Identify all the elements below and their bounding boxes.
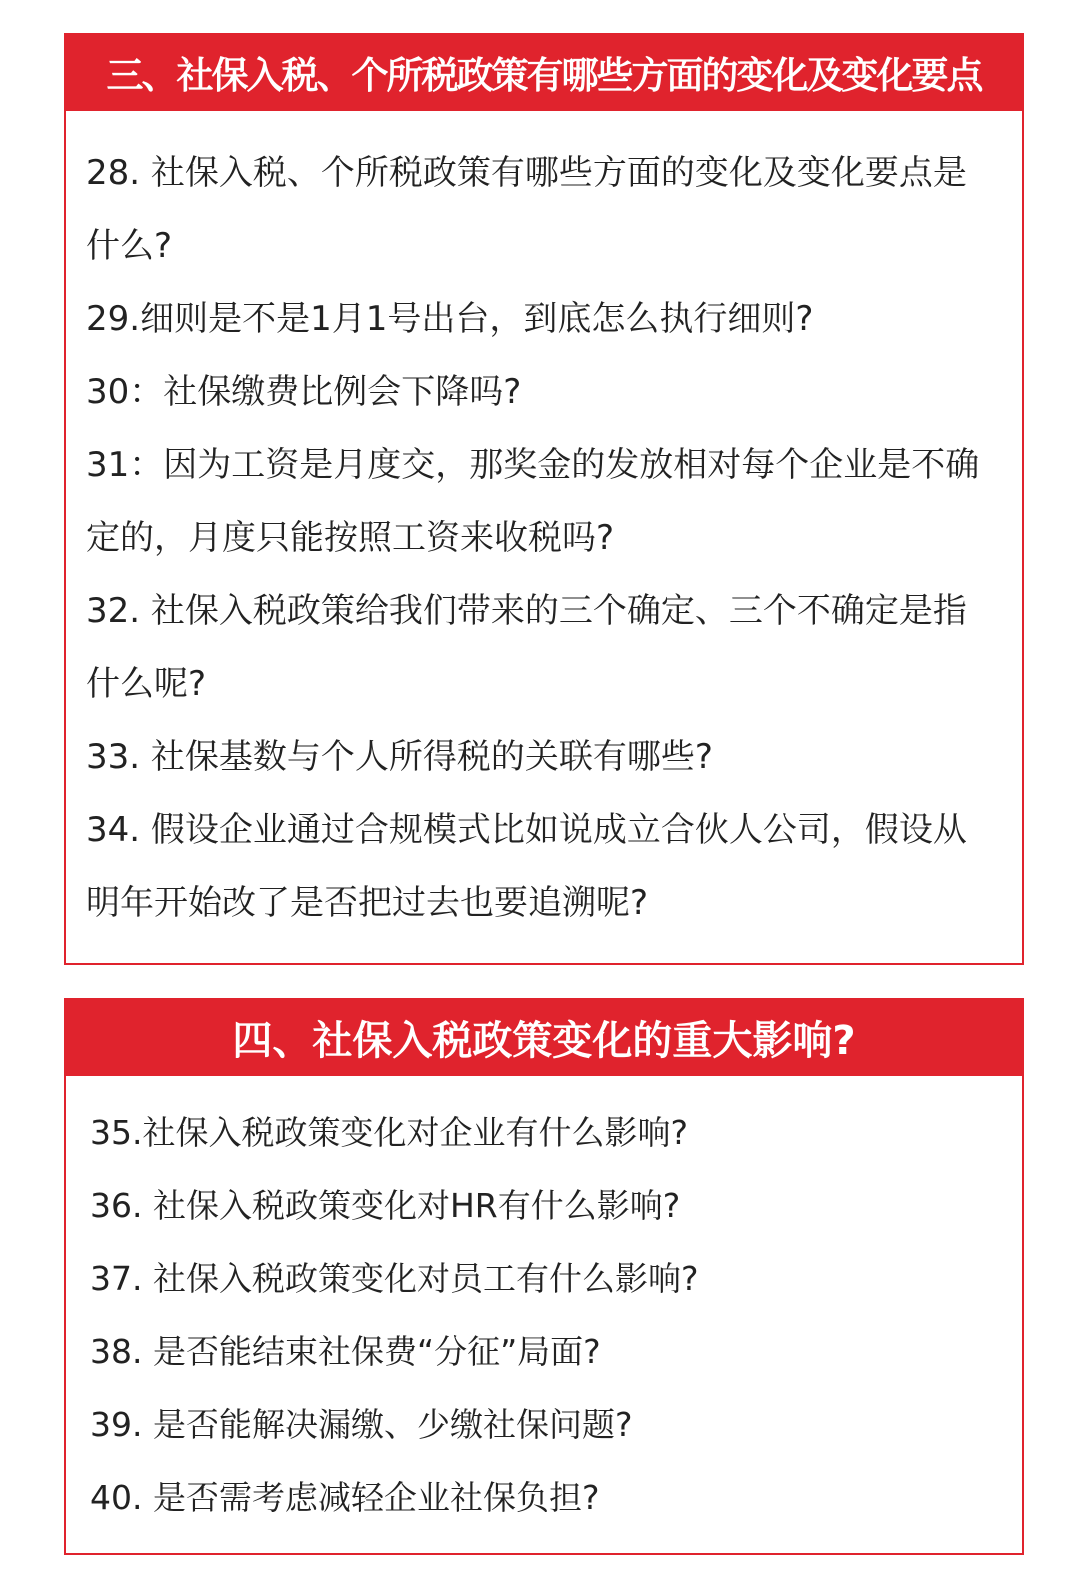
question-31: 31：因为工资是月度交，那奖金的发放相对每个企业是不确定的，月度只能按照工资来收税吗? xyxy=(86,445,980,558)
question-35: 35.社保入税政策变化对企业有什么影响? xyxy=(90,1113,688,1152)
question-37: 37. 社保入税政策变化对员工有什么影响? xyxy=(90,1259,699,1298)
section-3-question-list xyxy=(66,111,1022,940)
question-30: 30：社保缴费比例会下降吗? xyxy=(86,372,522,412)
question-34: 34. 假设企业通过合规模式比如说成立合伙人公司，假设从明年开始改了是否把过去也要追溯呢? xyxy=(86,810,967,923)
question-38: 38. 是否能结束社保费“分征”局面? xyxy=(90,1332,601,1371)
question-33: 33. 社保基数与个人所得税的关联有哪些? xyxy=(86,737,713,777)
question-28: 28. 社保入税、个所税政策有哪些方面的变化及变化要点是什么? xyxy=(86,153,967,266)
section-3-title: 三、社保入税、个所税政策有哪些方面的变化及变化要点 xyxy=(64,33,1024,111)
section-4-question-list xyxy=(66,1076,1022,1534)
question-29: 29.细则是不是1月1号出台，到底怎么执行细则? xyxy=(86,299,814,339)
question-40: 40. 是否需考虑减轻企业社保负担? xyxy=(90,1478,600,1517)
section-3-panel xyxy=(64,33,1024,965)
question-36: 36. 社保入税政策变化对HR有什么影响? xyxy=(90,1186,681,1225)
question-32: 32. 社保入税政策给我们带来的三个确定、三个不确定是指什么呢? xyxy=(86,591,967,704)
question-39: 39. 是否能解决漏缴、少缴社保问题? xyxy=(90,1405,633,1444)
section-4-panel xyxy=(64,998,1024,1555)
section-4-title: 四、社保入税政策变化的重大影响? xyxy=(64,998,1024,1076)
